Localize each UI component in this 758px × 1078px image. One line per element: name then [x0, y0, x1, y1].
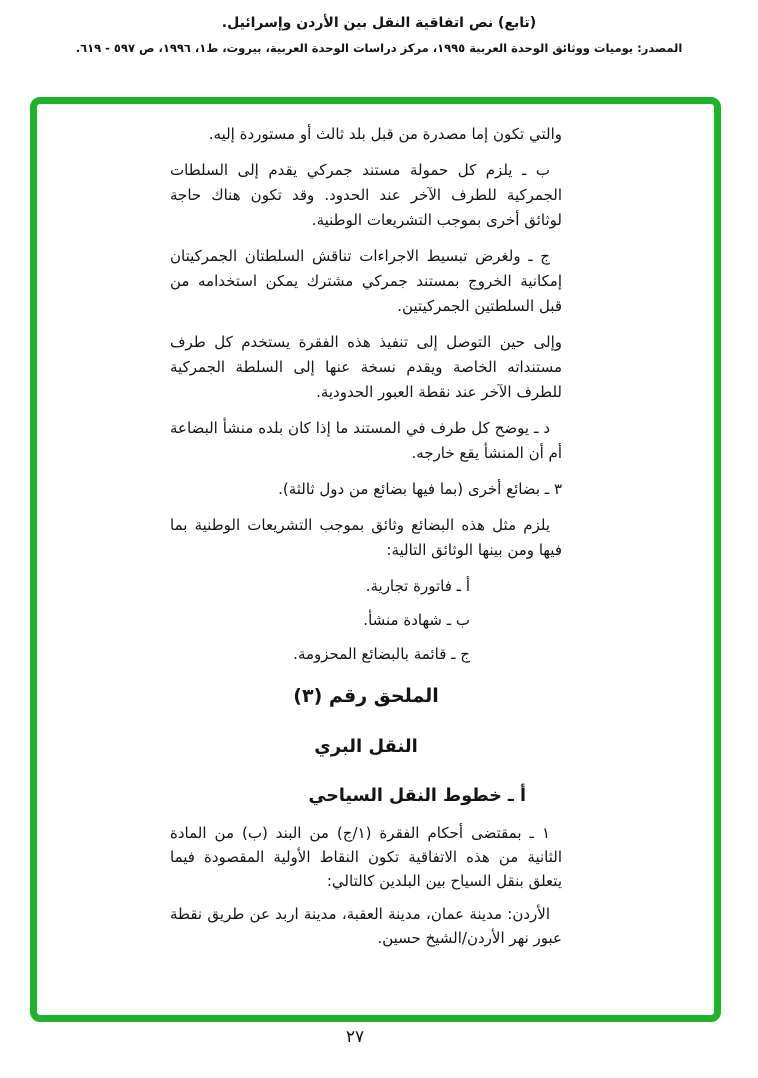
page-title: (تابع) نص اتفاقية النقل بين الأردن وإسرائيل.	[221, 15, 537, 31]
paragraph-item-3: ٣ ـ بضائع أخرى (بما فيها بضائع من دول ثالثة).	[278, 480, 562, 498]
paragraph-clause-b: ب ـ يلزم كل حمولة مستند جمركي يقدم إلى السلطات الجمركية للطرف الآخر عند الحدود. وقد تكون هناك حاجة لوثائق أخرى بموجب التشريعات الوطنية.	[170, 161, 562, 229]
source-citation: المصدر: يوميات ووثائق الوحدة العربية ١٩٩٥، مركز دراسات الوحدة العربية، بيروت، ط١، ١٩٩٦، ص ٥٩٧ - ٦١٩.	[75, 41, 683, 55]
paragraph: يلزم مثل هذه البضائع وثائق بموجب التشريعات الوطنية بما فيها ومن بينها الوثائق التالية:	[170, 516, 562, 559]
paragraph-clause-d: د ـ يوضح كل طرف في المستند ما إذا كان بلده منشأ البضاعة أم أن المنشأ يقع خارجه.	[170, 419, 562, 462]
page-header	[0, 15, 758, 55]
paragraph-jordan-points: الأردن: مدينة عمان، مدينة العقبة، مدينة اربد عن طريق نقطة عبور نهر الأردن/الشيخ حسين.	[170, 905, 562, 947]
page-number: ٢٧	[345, 1027, 365, 1047]
paragraph-clause-1: ١ ـ بمقتضى أحكام الفقرة (١/ج) من البند (ب) من المادة الثانية من هذه الاتفاقية تكون النقاط الأولية المقصودة فيما يتعلق بنقل السياح بين البلدين كالتالي:	[170, 824, 562, 890]
content-frame	[30, 97, 721, 1022]
text-column	[170, 122, 562, 959]
list-item-invoice: أ ـ فاتورة تجارية.	[365, 577, 470, 595]
paragraph: وإلى حين التوصل إلى تنفيذ هذه الفقرة يستخدم كل طرف مستنداته الخاصة ويقدم نسخة عنها إلى السلطة الجمركية للطرف الآخر عند نقطة العبور الحدودية.	[170, 333, 562, 401]
land-transport-heading: النقل البري	[314, 736, 418, 757]
tourist-lines-heading: أ ـ خطوط النقل السياحي	[308, 786, 526, 806]
list-item-certificate: ب ـ شهادة منشأ.	[363, 611, 470, 629]
closing-block	[170, 821, 562, 950]
annex-heading: الملحق رقم (٣)	[293, 685, 439, 707]
list-item-packing-list: ج ـ قائمة بالبضائع المحزومة.	[293, 645, 470, 663]
paragraph-clause-j: ج ـ ولغرض تبسيط الاجراءات تناقش السلطتان الجمركيتان إمكانية الخروج بمستند جمركي مشترك يمكن استخدامه من قبل السلطتين الجمركيتين.	[170, 247, 562, 315]
paragraph: والتي تكون إما مصدرة من قبل بلد ثالث أو مستوردة إليه.	[208, 125, 562, 143]
